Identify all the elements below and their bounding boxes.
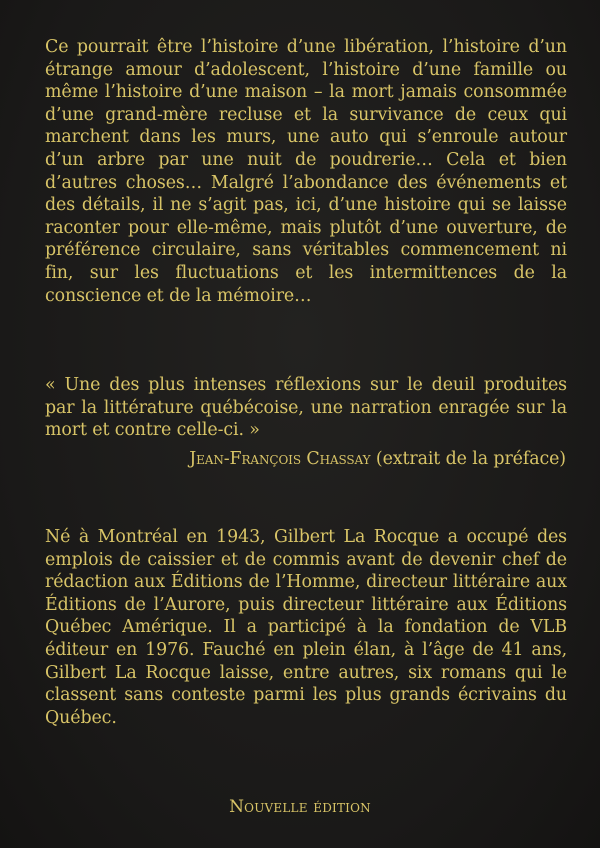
book-summary: Ce pourrait être l’histoire d’une libération, l’histoire d’un étrange amour d’adolescent, l’histoire d’une famille ou même l’histoire d’une maison – la mort jamais consommée d’une grand-mère recluse et la survivance de ceux qui marchent dans les murs, une auto qui s’enroule autour d’un arbre par une nuit de poudrerie… Cela et bien d’autres choses… Malgré l’abondance des événements et des détails, il ne s’agit pas, ici, d’une histoire qui se laisse raconter pour elle-même, mais plutôt d’une ouverture, de préférence circulaire, sans véritables commencement ni fin, sur les fluctuations et les intermittences de la conscience et de la mémoire… (45, 37, 567, 306)
press-quote: « Une des plus intenses réflexions sur le deuil produites par la littérature québécoise, une narration enragée sur la mort et contre celle-ci. » (45, 375, 567, 441)
quote-author: Jean-François Chassay (189, 449, 371, 469)
author-biography: Né à Montréal en 1943, Gilbert La Rocque a occupé des emplois de caissier et de commis avant de devenir chef de rédaction aux Éditions de l’Homme, directeur littéraire aux Éditions de l’Aurore, puis directeur littéraire aux Éditions Québec Amérique. Il a participé à la fondation de VLB éditeur en 1976. Fauché en plein élan, à l’âge de 41 ans, Gilbert La Rocque laisse, entre autres, six romans qui le classent sans conteste parmi les plus grands écrivains du Québec. (45, 527, 567, 728)
edition-label: Nouvelle édition (229, 797, 371, 817)
quote-attribution (189, 448, 566, 471)
quote-source: (extrait de la préface) (375, 449, 566, 469)
